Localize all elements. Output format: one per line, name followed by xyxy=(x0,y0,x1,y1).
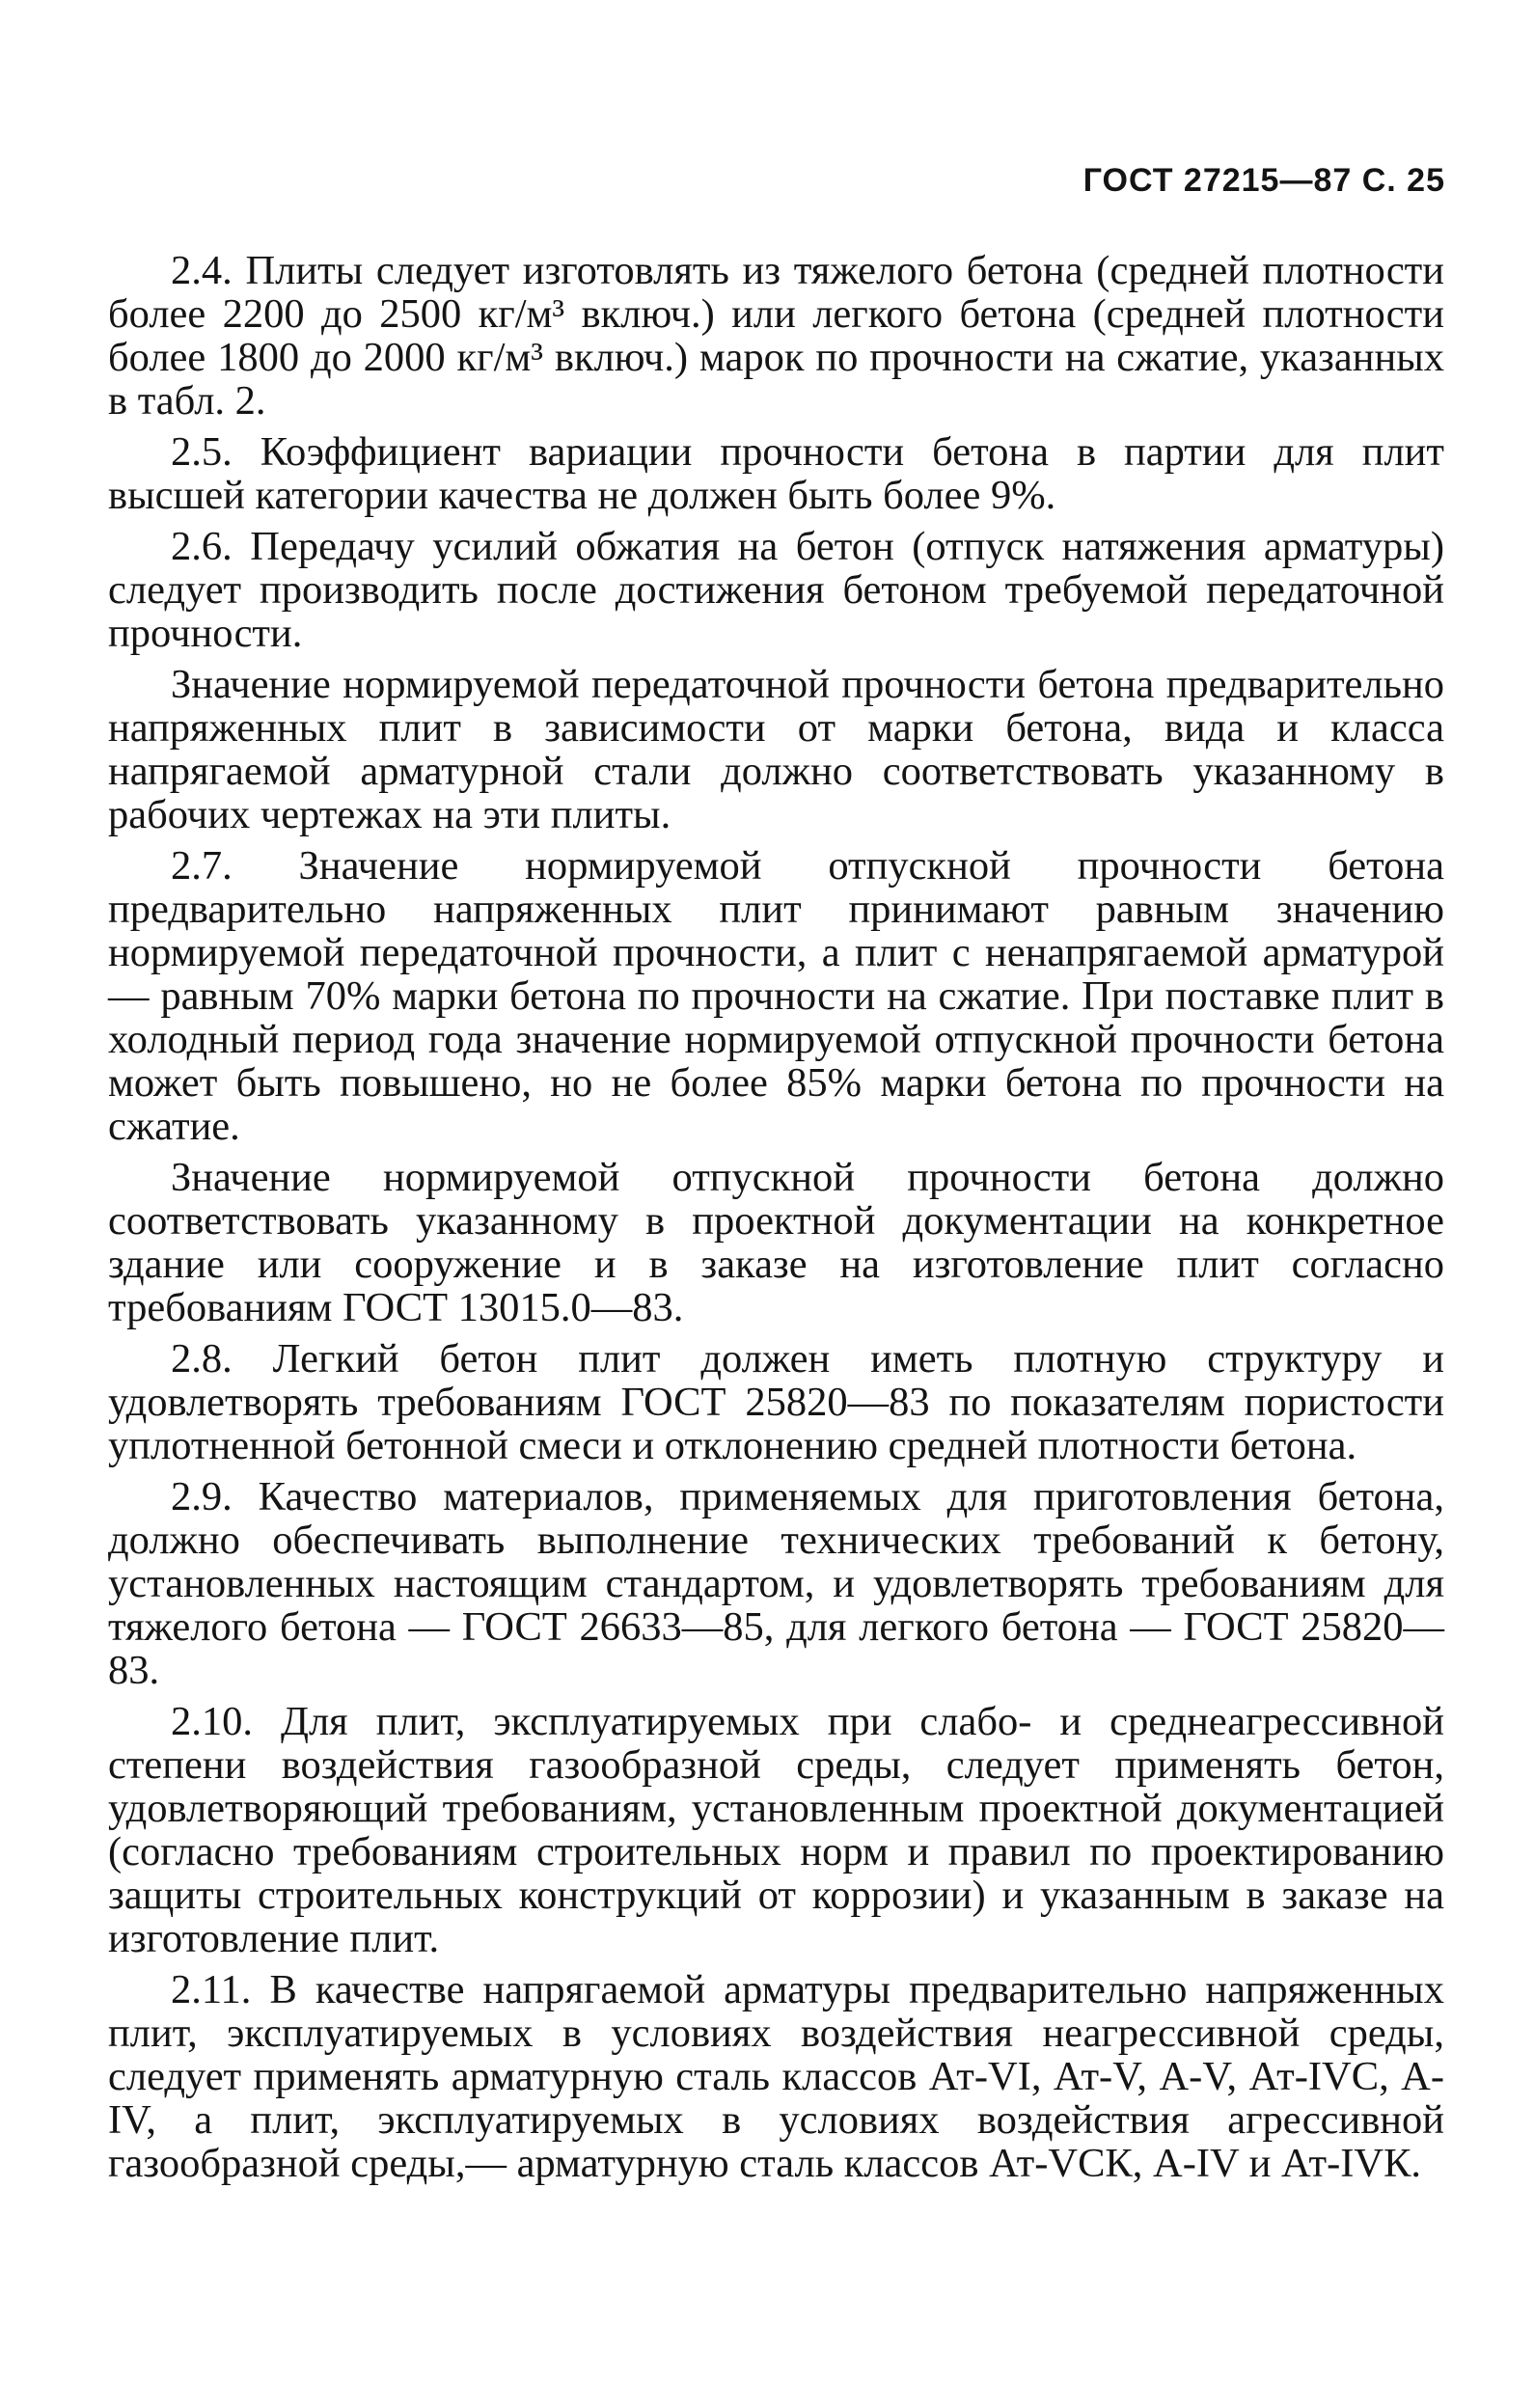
standard-number: ГОСТ 27215—87 xyxy=(1082,162,1353,199)
paragraph-2-5: 2.5. Коэффициент вариации прочности бетона в партии для плит высшей категории качества не должен быть более 9%. xyxy=(108,429,1444,518)
paragraph-2-10: 2.10. Для плит, эксплуатируемых при слабо- и среднеагрессивной степени воздействия газообразной среды, следует применять бетон, удовлетворяющий требованиям, установленным проектной документацией (согласно требованиям строительных норм и правил по проектированию защиты строительных конструкций от коррозии) и указанным в заказе на изготовление плит. xyxy=(108,1699,1444,1961)
paragraph-2-8: 2.8. Легкий бетон плит должен иметь плотную структуру и удовлетворять требованиям ГОСТ 25820—83 по показателям пористости уплотненной бетонной смеси и отклонению средней плотности бетона. xyxy=(108,1336,1444,1468)
paragraph-2-9: 2.9. Качество материалов, применяемых для приготовления бетона, должно обеспечивать выполнение технических требований к бетону, установленных настоящим стандартом, и удовлетворять требованиям для тяжелого бетона — ГОСТ 26633—85, для легкого бетона — ГОСТ 25820—83. xyxy=(108,1474,1444,1693)
paragraph-2-4: 2.4. Плиты следует изготовлять из тяжелого бетона (средней плотности более 2200 до 2500 кг/м³ включ.) или легкого бетона (средней плотности более 1800 до 2000 кг/м³ включ.) марок по прочности на сжатие, указанных в табл. 2. xyxy=(108,248,1444,424)
paragraph-2-7: 2.7. Значение нормируемой отпускной прочности бетона предварительно напряженных плит принимают равным значению нормируемой передаточной прочности, а плит с ненапрягаемой арматурой — равным 70% марки бетона по прочности на сжатие. При поставке плит в холодный период года значение нормируемой отпускной прочности бетона может быть повышено, но не более 85% марки бетона по прочности на сжатие. xyxy=(108,843,1444,1149)
paragraph-2-11: 2.11. В качестве напрягаемой арматуры предварительно напряженных плит, эксплуатируемых в условиях воздействия неагрессивной среды, следует применять арматурную сталь классов Ат-VI, Ат-V, А-V, Ат-IVС, А-IV, а плит, эксплуатируемых в условиях воздействия агрессивной газообразной среды,— арматурную сталь классов Ат-VСК, А-IV и Ат-IVК. xyxy=(108,1967,1444,2186)
paragraph-2-6: 2.6. Передачу усилий обжатия на бетон (отпуск натяжения арматуры) следует производить после достижения бетоном требуемой передаточной прочности. xyxy=(108,524,1444,656)
document-body xyxy=(108,249,1444,2193)
paragraph-2-6-continued: Значение нормируемой передаточной прочности бетона предварительно напряженных плит в зависимости от марки бетона, вида и класса напрягаемой арматурной стали должно соответствовать указанному в рабочих чертежах на эти плиты. xyxy=(108,662,1444,837)
paragraph-2-7-continued: Значение нормируемой отпускной прочности бетона должно соответствовать указанному в проектной документации на конкретное здание или сооружение и в заказе на изготовление плит согласно требованиям ГОСТ 13015.0—83. xyxy=(108,1155,1444,1330)
page-number: С. 25 xyxy=(1361,162,1445,199)
page-header xyxy=(1083,162,1445,200)
